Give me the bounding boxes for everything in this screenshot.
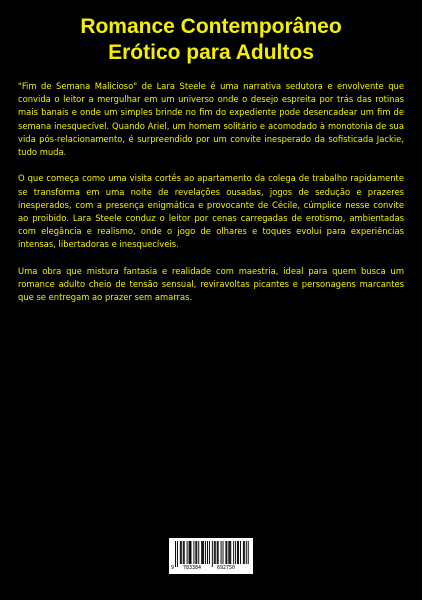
barcode-bar [184, 541, 185, 564]
barcode-bar [183, 541, 184, 564]
barcode-bar [201, 541, 202, 564]
barcode-bar [223, 541, 224, 564]
barcode-bar [180, 541, 181, 564]
barcode-bar [209, 541, 210, 564]
title-line-2: Erótico para Adultos [108, 41, 314, 64]
synopsis-paragraph-1: "Fim de Semana Malicioso" de Lara Steele é uma narrativa sedutora e envolvente que convida o leitor a mergulhar em um universo onde o desejo espreita por trás das rotinas mais banais e onde um simples brinde no fim do expediente pode desencadear um fim de semana inesquecível. Quando Ariel, um homem solitário e acomodado à monotonia de sua vida pós-relacionamento, é surpreendido por um convite inesperado da sofisticada Jackie, tudo muda. [18, 81, 404, 158]
barcode-bar [203, 541, 204, 564]
barcode-bar [217, 541, 218, 564]
barcode-bar [196, 541, 197, 564]
barcode-bar [191, 541, 192, 564]
barcode-bar [190, 541, 191, 564]
title-line-1: Romance Contemporâneo [80, 15, 342, 38]
isbn-barcode [169, 538, 253, 574]
barcode-bar [214, 541, 215, 564]
barcode-bar [207, 541, 208, 564]
barcode-bar [189, 541, 190, 564]
barcode-bar [238, 541, 239, 564]
barcode-bar [229, 541, 230, 564]
barcode-bar [228, 541, 229, 564]
barcode-group-right: 692750 [217, 565, 236, 571]
cover-title [0, 14, 422, 66]
barcode-group-left: 783384 [183, 565, 202, 571]
barcode-bar [198, 541, 199, 564]
barcode-bar [202, 541, 203, 564]
synopsis-paragraph-3: Uma obra que mistura fantasia e realidade com maestria, ideal para quem busca um romance adulto cheio de tensão sensual, reviravoltas picantes e personagens marcantes que se entregam ao prazer sem amarras. [18, 265, 404, 303]
barcode-bar [215, 541, 216, 564]
barcode-bar [243, 541, 244, 564]
barcode-bar [248, 541, 249, 564]
barcode-digit-first: 9 [171, 565, 175, 571]
barcode-bar [212, 541, 213, 567]
barcode-bar [218, 541, 219, 564]
barcode-bar [193, 541, 194, 564]
barcode-bar [240, 541, 241, 564]
barcode-bar [205, 541, 206, 564]
barcode-bar [175, 541, 176, 567]
synopsis-blurb [18, 80, 404, 318]
barcode-bar [233, 541, 234, 564]
barcode-bar [221, 541, 222, 564]
barcode-bar [244, 541, 245, 564]
barcode-bar [177, 541, 178, 567]
barcode-bar [246, 541, 247, 564]
barcode-bar [195, 541, 196, 564]
barcode-bar [235, 541, 236, 564]
barcode-bar [187, 541, 188, 564]
barcode-bar [237, 541, 238, 564]
barcode-bar [225, 541, 226, 564]
barcode-bars [169, 538, 253, 574]
barcode-bar [226, 541, 227, 564]
barcode-bar [181, 541, 182, 564]
barcode-bar [230, 541, 231, 564]
synopsis-paragraph-2: O que começa como uma visita cortês ao apartamento da colega de trabalho rapidamente se transforma em uma noite de revelações ousadas, jogos de sedução e prazeres inesperados, com a presença enigmática e provocante de Cécile, cúmplice nesse convite ao proibido. Lara Steele conduz o leitor por cenas carregadas de erotismo, ambientadas com elegância e realismo, onde o jogo de olhares e toques evolui para experiências intensas, libertadoras e inesquecíveis. [18, 173, 404, 250]
